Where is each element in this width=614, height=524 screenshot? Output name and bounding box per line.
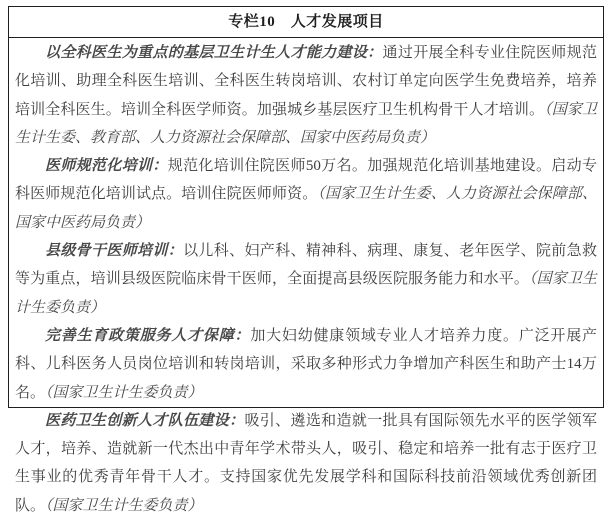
paragraph-text: 以儿科、妇产科、精神科、病理、康复、老年医学、院前急救等为重点，培训县级医院临床骨干医师，全面提高县级医院服务能力和水平。 (15, 243, 597, 288)
paragraph-resident-training (15, 152, 597, 237)
responsible-agency: （国家卫生计生委负责） (45, 497, 203, 514)
paragraph-text: 加大妇幼健康领域专业人才培养力度。广泛开展产科、儿科医务人员岗位培训和转岗培训，采取多种形式力争增加产科医生和助产士14万名。 (15, 327, 597, 401)
responsible-agency: （国家卫生计生委负责） (45, 384, 203, 401)
paragraph-lead: 完善生育政策服务人才保障： (45, 327, 251, 344)
talent-development-panel (8, 6, 604, 514)
responsible-agency: （国家卫生计生委、教育部、人力资源社会保障部、国家中医药局负责） (15, 101, 597, 146)
paragraph-innovation-talent (15, 407, 597, 520)
paragraph-lead: 医药卫生创新人才队伍建设： (45, 412, 245, 429)
responsible-agency: （国家卫生计生委负责） (15, 271, 597, 316)
paragraph-lead: 医师规范化培训： (45, 158, 168, 175)
paragraph-text: 吸引、遴选和造就一批具有国际领先水平的医学领军人才，培养、造就新一代杰出中青年学术带头人，吸引、稳定和培养一批有志于医疗卫生事业的优秀青年骨干人才。支持国家优先发展学科和国际科技前沿领域优秀创新团队。 (15, 412, 597, 514)
paragraph-fertility-policy (15, 322, 597, 407)
paragraph-text: 通过开展全科专业住院医师规范化培训、助理全科医生培训、全科医生转岗培训、农村订单定向医学生免费培养，培养培训全科医生。培训全科医学师资。加强城乡基层医疗卫生机构骨干人才培训。 (15, 45, 597, 118)
panel-title: 专栏10 人才发展项目 (9, 7, 603, 38)
paragraph-lead: 以全科医生为重点的基层卫生计生人才能力建设： (45, 45, 383, 61)
paragraph-grassroots-talent (15, 39, 597, 152)
panel-body (9, 38, 603, 524)
paragraph-lead: 县级骨干医师培训： (45, 243, 184, 260)
paragraph-county-doctors (15, 237, 597, 322)
responsible-agency: （国家卫生计生委、人力资源社会保障部、国家中医药局负责） (15, 186, 597, 231)
paragraph-text: 规范化培训住院医师50万名。加强规范化培训基地建设。启动专科医师规范化培训试点。培训住院医师师资。 (15, 158, 597, 203)
